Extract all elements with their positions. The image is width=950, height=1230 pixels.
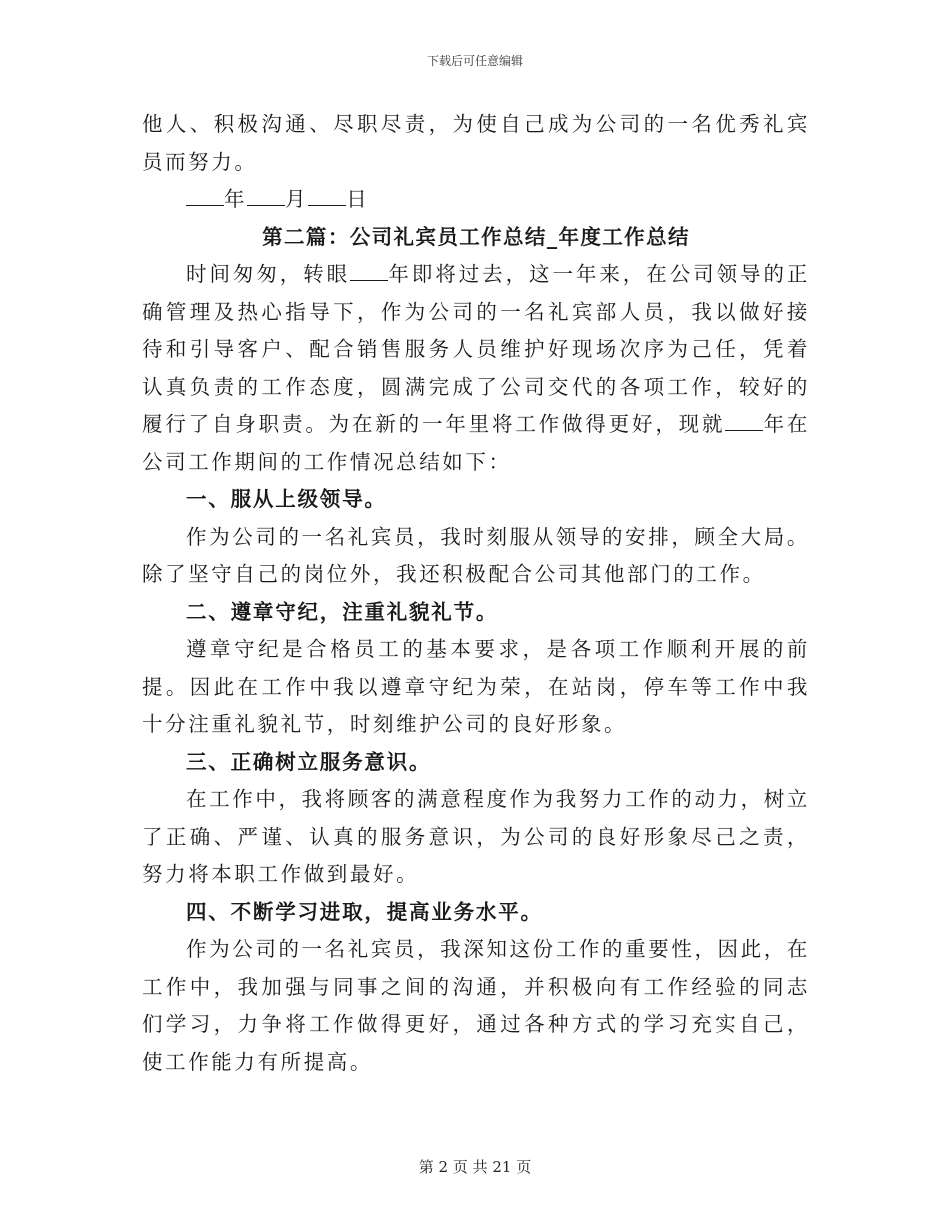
intro-year-blank-2 (725, 408, 763, 431)
month-label: 月 (285, 187, 309, 211)
section-title: 第二篇：公司礼宾员工作总结_年度工作总结 (262, 224, 690, 249)
day-blank (308, 183, 346, 206)
paragraph-2: 遵章守纪是合格员工的基本要求，是各项工作顺利开展的前提。因此在工作中我以遵章守纪为荣，在站岗，停车等工作中我十分注重礼貌礼节，时刻维护公司的良好形象。 (142, 637, 810, 736)
intro-text-b: 年即将过去，这一年来，在公司领导的正确管理及热心指导下，作为公司的一名礼宾部人员，我以做好接待和引导客户、配合销售服务人员维护好现场次序为己任，凭着认真负责的工作态度，圆满完成了公司交代的各项工作，较好的履行了自身职责。为在新的一年里将工作做得更好，现就 (142, 262, 810, 436)
day-label: 日 (346, 187, 370, 211)
heading-1: 一、服从上级领导。 (186, 487, 387, 511)
year-label: 年 (224, 187, 248, 211)
paragraph-4: 作为公司的一名礼宾员，我深知这份工作的重要性，因此，在工作中，我加强与同事之间的沟通，并积极向有工作经验的同志们学习，力争将工作做得更好，通过各种方式的学习充实自己，使工作能力有所提高。 (142, 937, 810, 1074)
heading-4: 四、不断学习进取，提高业务水平。 (186, 899, 543, 924)
heading-2: 二、遵章守纪，注重礼貌礼节。 (186, 599, 499, 624)
intro-text-a: 时间匆匆，转眼 (186, 262, 351, 286)
document-body (142, 106, 810, 1081)
paragraph-1: 作为公司的一名礼宾员，我时刻服从领导的安排，顾全大局。除了坚守自己的岗位外，我还积极配合公司其他部门的工作。 (142, 524, 810, 586)
page-header: 下载后可任意编辑 (426, 54, 523, 68)
heading-3: 三、正确树立服务意识。 (186, 749, 432, 774)
page-footer: 第 2 页 共 21 页 (418, 1158, 532, 1176)
paragraph-3: 在工作中，我将顾客的满意程度作为我努力工作的动力，树立了正确、严谨、认真的服务意识，为公司的良好形象尽己之责，努力将本职工作做到最好。 (142, 787, 810, 886)
intro-year-blank (350, 258, 388, 281)
date-line (142, 181, 810, 219)
month-blank (247, 183, 285, 206)
paragraph-continuation: 他人、积极沟通、尽职尽责，为使自己成为公司的一名优秀礼宾员而努力。 (142, 112, 810, 174)
intro-text-c: 年在公司工作期间的工作情况总结如下： (142, 412, 811, 474)
intro-paragraph (142, 256, 810, 481)
year-blank (186, 183, 224, 206)
